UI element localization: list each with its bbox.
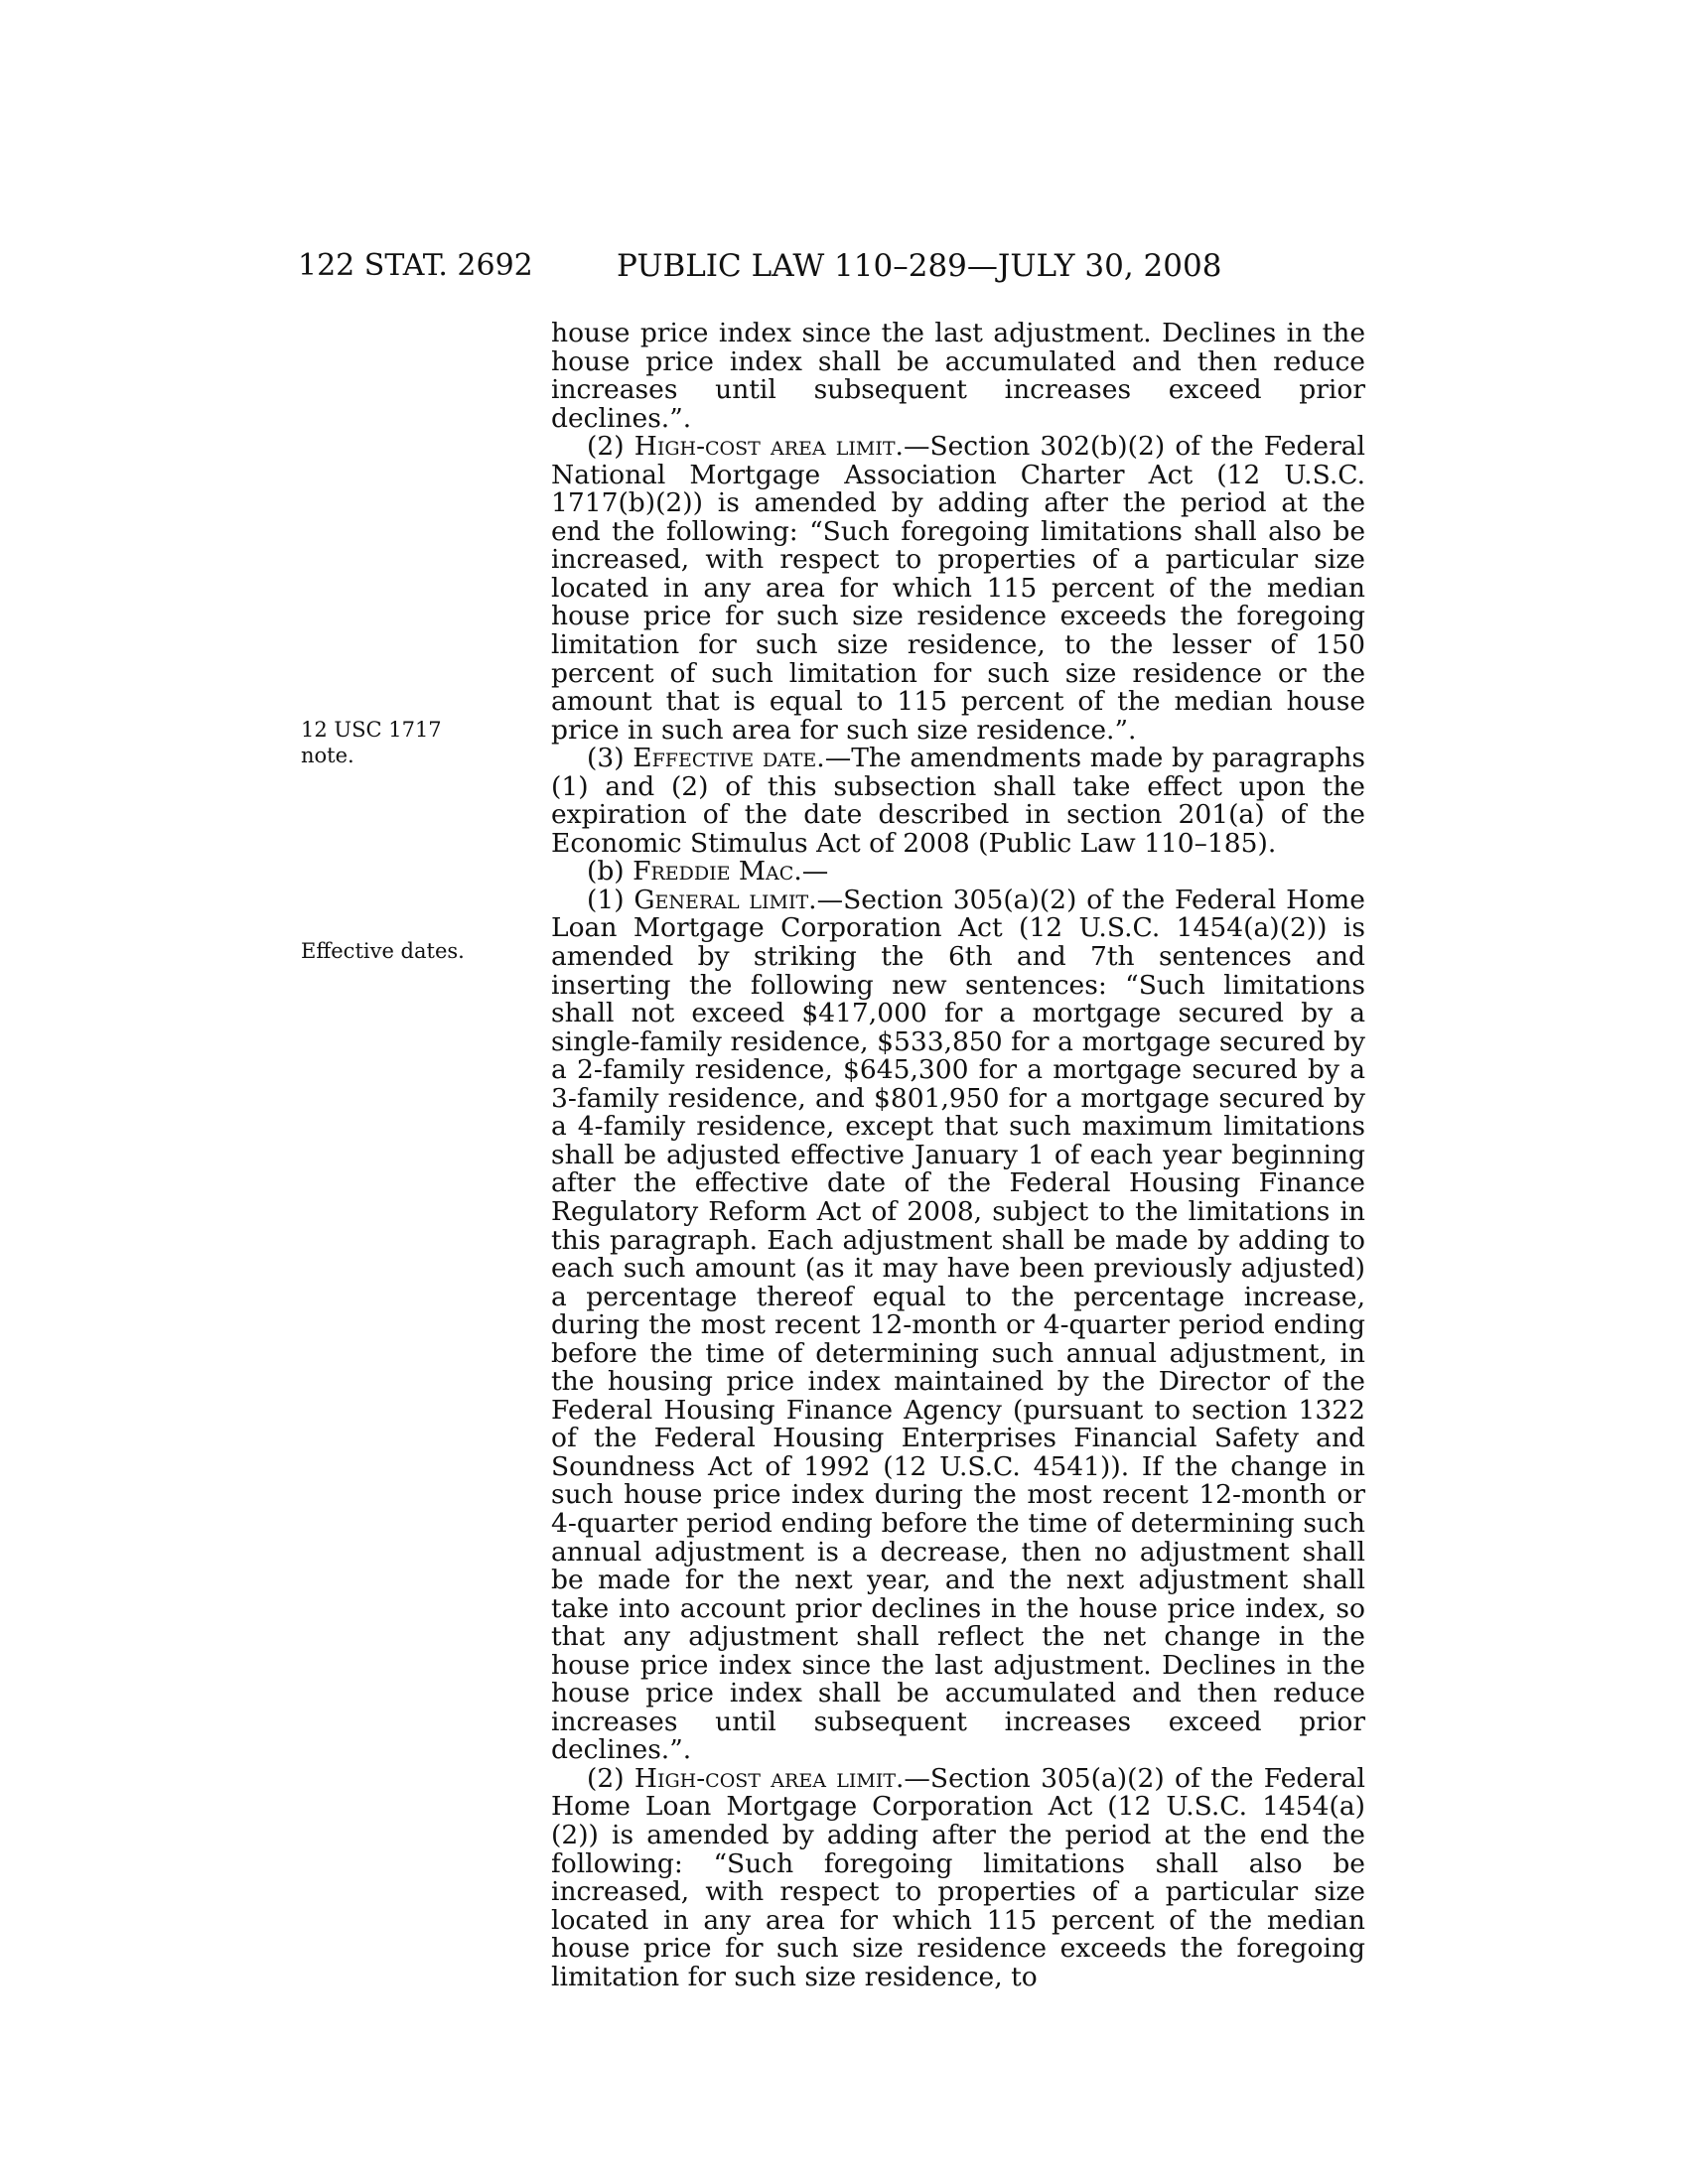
page-header (298, 248, 1380, 288)
paragraph-text: .—Section 302(b)(2) of the Federal National Mortgage Association Charter Act (12 U.S.C. 1717(b)(2)) is amended by adding after the period at the end the following: “Such foregoing limitations shall also be increased, with respect to properties of a particular size located in any area for which 115 percent of the median house price for such size residence exceeds the foregoing limitation for such size residence, to the lesser of 150 percent of such limitation for such size residence or the amount that is equal to 115 percent of the median house price in such area for such size residence.”. (551, 431, 1366, 746)
paragraph-number: (2) (587, 431, 634, 463)
paragraph-text: .—The amendments made by paragraphs (1) and (2) of this subsection shall take effect upon the expiration of the date described in section 201(a) of the Economic Stimulus Act of 2008 (Public Law 110–185). (551, 743, 1365, 859)
paragraph-number: (b) (587, 856, 633, 887)
body-text (551, 320, 1365, 1991)
paragraph-a2-high-cost (551, 433, 1365, 745)
paragraph-b2-high-cost (551, 1762, 1365, 1992)
margin-note-usc-line2: note. (301, 744, 354, 767)
paragraph-heading: High-cost area limit (633, 431, 896, 463)
paragraph-continuation: house price index since the last adjustment. Declines in the house price index shall be accumulated and then reduce increases until subsequent increases exceed prior declines.”. (551, 318, 1365, 434)
margin-note-usc (301, 717, 470, 768)
subsection-b-freddie-mac (551, 858, 1365, 887)
stat-page-number: 122 STAT. 2692 (298, 248, 533, 283)
public-law-title: PUBLIC LAW 110–289—JULY 30, 2008 (617, 248, 1222, 284)
paragraph-heading: High-cost area limit (633, 1762, 896, 1794)
margin-note-usc-line1: 12 USC 1717 (301, 718, 442, 742)
paragraph-a3-effective-date (551, 745, 1365, 858)
paragraph-number: (2) (587, 1762, 634, 1794)
paragraph-heading: Effective date (633, 743, 817, 774)
paragraph-heading: Freddie Mac (633, 856, 794, 887)
margin-note-effective-dates: Effective dates. (301, 939, 465, 963)
paragraph-text: .—Section 305(a)(2) of the Federal Home Loan Mortgage Corporation Act (12 U.S.C. 1454(a)(2)) is amended by striking the 6th and 7th sentences and inserting the following new sentences: “Such limitations shall not exceed $417,000 for a mortgage secured by a single-family residence, $533,850 for a mortgage secured by a 2-family residence, $645,300 for a mortgage secured by a 3-family residence, and $801,950 for a mortgage secured by a 4-family residence, except that such maximum limitations shall be adjusted effective January 1 of each year beginning after the effective date of the Federal Housing Finance Regulatory Reform Act of 2008, subject to the limitations in this paragraph. Each adjustment shall be made by adding to each such amount (as it may have been previously adjusted) a percentage thereof equal to the percentage increase, during the most recent 12-month or 4-quarter period ending before the time of determining such annual adjustment, in the housing price index maintained by the Director of the Federal Housing Finance Agency (pursuant to section 1322 of the Federal Housing Enterprises Financial Safety and Soundness Act of 1992 (12 U.S.C. 4541)). If the change in such house price index during the most recent 12-month or 4-quarter period ending before the time of determining such annual adjustment is a decrease, then no adjustment shall be made for the next year, and the next adjustment shall take into account prior declines in the house price index, so that any adjustment shall reflect the net change in the house price index since the last adjustment. Declines in the house price index shall be accumulated and then reduce increases until subsequent increases exceed prior declines.”. (551, 884, 1365, 1766)
paragraph-text: .— (793, 856, 829, 887)
paragraph-number: (1) (587, 884, 634, 915)
paragraph-heading: General limit (633, 884, 809, 915)
paragraph-number: (3) (587, 743, 633, 774)
paragraph-b1-general-limit (551, 884, 1365, 1766)
paragraph-text: .—Section 305(a)(2) of the Federal Home Loan Mortgage Corporation Act (12 U.S.C. 1454(a)(2)) is amended by adding after the period at the end the following: “Such foregoing limitations shall also be increased, with respect to properties of a particular size located in any area for which 115 percent of the median house price for such size residence exceeds the foregoing limitation for such size residence, to (551, 1762, 1365, 1992)
